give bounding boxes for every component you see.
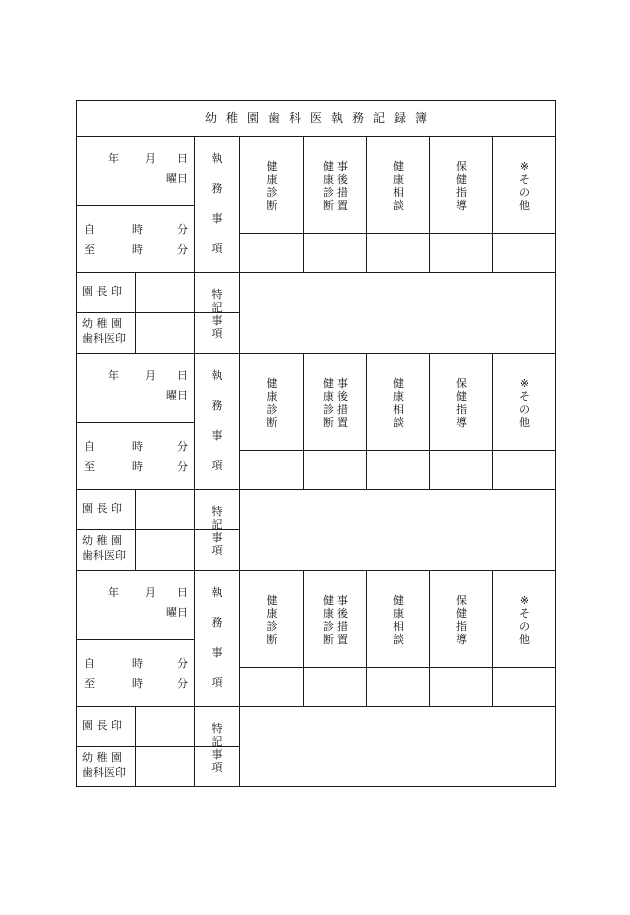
- day-label: 日: [177, 586, 188, 599]
- block-2-divider: [76, 489, 556, 490]
- duty-column-4: [456, 377, 467, 429]
- remarks-header-char: 特: [211, 722, 223, 735]
- from-label: 自: [84, 223, 95, 236]
- duty-column-3-char: 健: [393, 377, 404, 390]
- remarks-header-char: 事: [211, 531, 223, 544]
- duty-column-1-char: 診: [266, 403, 278, 416]
- duty-column-2-char: 断: [323, 633, 334, 646]
- remarks-header-char: 事: [211, 314, 223, 327]
- remarks-header-char: 事: [211, 748, 223, 761]
- remarks-header: [210, 288, 224, 340]
- remarks-header: [210, 505, 224, 557]
- duty-column-2-char: 事: [337, 594, 348, 607]
- duty-column-3: [393, 377, 404, 429]
- remarks-header-char: 特: [211, 505, 223, 518]
- duty-entry-divider: [239, 233, 556, 234]
- duty-column-3-char: 談: [393, 199, 404, 212]
- remarks-header: [210, 722, 224, 774]
- block-3-divider: [76, 706, 556, 707]
- weekday-label: 曜日: [166, 389, 188, 402]
- day-label: 日: [177, 369, 188, 382]
- duty-subcolumn-divider: [492, 353, 493, 489]
- duty-column-3-char: 康: [393, 607, 404, 620]
- duty-column-5-column: [519, 377, 530, 429]
- date-column-divider: [194, 136, 195, 353]
- duty-column-4: [456, 594, 467, 646]
- duties-header-char: 事: [211, 212, 223, 225]
- duty-column-5-char: 他: [519, 633, 530, 646]
- duty-column-4: [456, 160, 467, 212]
- form-title: 幼稚園歯科医執務記録簿: [204, 111, 436, 125]
- duty-column-5-char: 他: [519, 416, 530, 429]
- duty-column-5: [519, 160, 530, 212]
- weekday-label: 曜日: [166, 172, 188, 185]
- duties-header-char: 務: [211, 399, 223, 412]
- title-rule: [76, 136, 556, 137]
- duty-column-2-char: 康: [323, 607, 334, 620]
- from-minute-label: 分: [177, 657, 188, 670]
- to-label: 至: [84, 460, 95, 473]
- duty-column-3-char: 相: [393, 403, 404, 416]
- duties-header-char: 執: [211, 586, 223, 599]
- duty-column-3: [393, 594, 404, 646]
- duty-subcolumn-divider: [366, 353, 367, 489]
- duty-column-5-char: 他: [519, 199, 530, 212]
- duty-column-5-char: そ: [519, 173, 530, 186]
- duty-column-2-char: 措: [337, 186, 348, 199]
- duty-subcolumn-divider: [429, 570, 430, 706]
- duty-column-5-char: の: [519, 186, 530, 199]
- duty-column-3-column: [393, 160, 404, 212]
- duty-column-1-char: 断: [266, 633, 278, 646]
- to-hour-label: 時: [132, 243, 143, 256]
- duties-header-char: 事: [211, 429, 223, 442]
- duty-column-1-column: [267, 377, 278, 429]
- duty-column-2-char: 事: [337, 160, 348, 173]
- remarks-label-divider: [239, 706, 240, 787]
- duty-column-divider: [239, 136, 240, 272]
- duty-column-4-column: [456, 594, 467, 646]
- from-label: 自: [84, 440, 95, 453]
- duty-column-2-char: 診: [323, 403, 334, 416]
- duties-header: [210, 586, 224, 689]
- duty-column-2-column: [323, 594, 334, 646]
- duty-column-2-char: 後: [337, 390, 348, 403]
- duty-column-2-char: 事: [337, 377, 348, 390]
- duty-column-2-column: [323, 377, 334, 429]
- to-minute-label: 分: [177, 677, 188, 690]
- duty-column-4-column: [456, 160, 467, 212]
- duty-subcolumn-divider: [366, 136, 367, 272]
- duty-column-3-char: 相: [393, 620, 404, 633]
- duty-column-2-char: 後: [337, 607, 348, 620]
- duty-column-2-char: 健: [323, 377, 334, 390]
- to-label: 至: [84, 243, 95, 256]
- duty-subcolumn-divider: [429, 136, 430, 272]
- duty-column-1-char: 診: [266, 620, 278, 633]
- month-label: 月: [145, 369, 156, 382]
- duty-column-3-char: 談: [393, 416, 404, 429]
- duty-column-4-char: 指: [456, 186, 467, 199]
- duty-subcolumn-divider: [303, 353, 304, 489]
- duty-subcolumn-divider: [492, 136, 493, 272]
- duty-column-5-char: そ: [519, 390, 530, 403]
- duty-subcolumn-divider: [303, 570, 304, 706]
- remarks-header-char: 記: [211, 518, 223, 531]
- dentist-seal-label-line2: 歯科医印: [82, 549, 126, 562]
- duty-column-2-char: 診: [323, 186, 334, 199]
- duty-subcolumn-divider: [303, 136, 304, 272]
- duty-column-2: [323, 160, 348, 212]
- duty-column-2-char: 置: [337, 199, 348, 212]
- remarks-header-char: 特: [211, 288, 223, 301]
- duty-column-5-char: の: [519, 620, 530, 633]
- dentist-seal-label-line1: 幼 稚 園: [82, 751, 122, 764]
- duty-column-1-char: 康: [266, 173, 278, 186]
- duty-column-2-column: [337, 377, 348, 429]
- duty-column-1-char: 康: [266, 607, 278, 620]
- duty-column-divider: [239, 570, 240, 706]
- duty-column-1-char: 健: [266, 377, 278, 390]
- duty-column-1-column: [267, 160, 278, 212]
- dentist-seal-label-line2: 歯科医印: [82, 766, 126, 779]
- block-2-bottom: [76, 570, 556, 571]
- block-1-divider: [76, 272, 556, 273]
- duties-header: [210, 369, 224, 472]
- duty-subcolumn-divider: [429, 353, 430, 489]
- duty-column-4-char: 保: [456, 160, 467, 173]
- from-label: 自: [84, 657, 95, 670]
- dentist-seal-label-line2: 歯科医印: [82, 332, 126, 345]
- duty-column-1: [267, 160, 278, 212]
- record-form: [76, 100, 556, 787]
- remarks-header-char: 項: [211, 544, 223, 557]
- duties-header-char: 項: [211, 459, 223, 472]
- duty-column-3-column: [393, 594, 404, 646]
- duty-column-1-char: 康: [266, 390, 278, 403]
- year-label: 年: [108, 369, 119, 382]
- duty-subcolumn-divider: [492, 570, 493, 706]
- duties-header-char: 項: [211, 676, 223, 689]
- duty-column-1: [267, 377, 278, 429]
- duty-column-1-char: 断: [266, 416, 278, 429]
- duty-column-4-column: [456, 377, 467, 429]
- to-hour-label: 時: [132, 460, 143, 473]
- month-label: 月: [145, 586, 156, 599]
- duty-column-1-char: 健: [266, 594, 278, 607]
- year-label: 年: [108, 152, 119, 165]
- duty-column-2-char: 断: [323, 416, 334, 429]
- duties-header-char: 執: [211, 152, 223, 165]
- duty-column-2-char: 健: [323, 160, 334, 173]
- duty-column-4-char: 導: [456, 199, 467, 212]
- duty-column-1: [267, 594, 278, 646]
- duty-column-5-column: [519, 160, 530, 212]
- duty-column-2-column: [337, 160, 348, 212]
- frame-bottom: [76, 786, 556, 787]
- duty-column-2-char: 康: [323, 173, 334, 186]
- duty-column-2-char: 健: [323, 594, 334, 607]
- duty-column-3-char: 相: [393, 186, 404, 199]
- principal-seal-label: 園 長 印: [82, 285, 122, 298]
- duty-column-2-char: 措: [337, 620, 348, 633]
- to-minute-label: 分: [177, 243, 188, 256]
- date-time-divider: [76, 639, 194, 640]
- duty-entry-divider: [239, 450, 556, 451]
- date-time-divider: [76, 205, 194, 206]
- duty-column-2-char: 康: [323, 390, 334, 403]
- duty-column-3: [393, 160, 404, 212]
- day-label: 日: [177, 152, 188, 165]
- duty-column-5-char: ※: [519, 377, 530, 390]
- duty-column-1-char: 診: [266, 186, 278, 199]
- principal-seal-label: 園 長 印: [82, 719, 122, 732]
- duty-column-4-char: 指: [456, 403, 467, 416]
- duty-column-4-char: 指: [456, 620, 467, 633]
- duty-subcolumn-divider: [366, 570, 367, 706]
- duty-column-1-char: 断: [266, 199, 278, 212]
- block-1-bottom: [76, 353, 556, 354]
- duty-column-4-char: 健: [456, 607, 467, 620]
- date-column-divider: [194, 570, 195, 787]
- duty-column-3-column: [393, 377, 404, 429]
- remarks-label-divider: [239, 272, 240, 353]
- from-minute-label: 分: [177, 440, 188, 453]
- duty-column-5-column: [519, 594, 530, 646]
- remarks-header-char: 項: [211, 327, 223, 340]
- duty-column-5-char: ※: [519, 160, 530, 173]
- duty-column-2-char: 診: [323, 620, 334, 633]
- from-minute-label: 分: [177, 223, 188, 236]
- duty-column-5-char: ※: [519, 594, 530, 607]
- duty-column-4-char: 保: [456, 594, 467, 607]
- duties-header-char: 務: [211, 182, 223, 195]
- from-hour-label: 時: [132, 440, 143, 453]
- duty-column-2-column: [323, 160, 334, 212]
- duty-column-5-char: そ: [519, 607, 530, 620]
- duties-header: [210, 152, 224, 255]
- duty-column-3-char: 談: [393, 633, 404, 646]
- duty-column-2: [323, 377, 348, 429]
- duty-column-4-char: 健: [456, 390, 467, 403]
- from-hour-label: 時: [132, 657, 143, 670]
- duty-column-2: [323, 594, 348, 646]
- duty-column-3-char: 康: [393, 173, 404, 186]
- from-hour-label: 時: [132, 223, 143, 236]
- to-minute-label: 分: [177, 460, 188, 473]
- date-column-divider: [194, 353, 195, 570]
- year-label: 年: [108, 586, 119, 599]
- weekday-label: 曜日: [166, 606, 188, 619]
- duty-column-2-char: 断: [323, 199, 334, 212]
- duty-column-1-char: 健: [266, 160, 278, 173]
- frame-right: [555, 100, 556, 787]
- duty-column-3-char: 康: [393, 390, 404, 403]
- duty-column-divider: [239, 353, 240, 489]
- to-hour-label: 時: [132, 677, 143, 690]
- remarks-header-char: 記: [211, 735, 223, 748]
- frame-top: [76, 100, 556, 101]
- duty-column-2-column: [337, 594, 348, 646]
- principal-seal-label: 園 長 印: [82, 502, 122, 515]
- duty-column-4-char: 保: [456, 377, 467, 390]
- duty-column-5: [519, 377, 530, 429]
- remarks-label-divider: [239, 489, 240, 570]
- duty-column-4-char: 導: [456, 633, 467, 646]
- remarks-header-char: 項: [211, 761, 223, 774]
- duty-column-2-char: 置: [337, 416, 348, 429]
- duty-column-2-char: 後: [337, 173, 348, 186]
- duty-entry-divider: [239, 667, 556, 668]
- date-time-divider: [76, 422, 194, 423]
- duties-header-char: 事: [211, 646, 223, 659]
- frame-left: [76, 100, 77, 787]
- dentist-seal-label-line1: 幼 稚 園: [82, 534, 122, 547]
- duties-header-char: 務: [211, 616, 223, 629]
- remarks-header-char: 記: [211, 301, 223, 314]
- month-label: 月: [145, 152, 156, 165]
- duty-column-3-char: 健: [393, 594, 404, 607]
- dentist-seal-label-line1: 幼 稚 園: [82, 317, 122, 330]
- duty-column-2-char: 措: [337, 403, 348, 416]
- duty-column-2-char: 置: [337, 633, 348, 646]
- duties-header-char: 項: [211, 242, 223, 255]
- to-label: 至: [84, 677, 95, 690]
- duty-column-3-char: 健: [393, 160, 404, 173]
- duties-header-char: 執: [211, 369, 223, 382]
- duty-column-4-char: 健: [456, 173, 467, 186]
- duty-column-4-char: 導: [456, 416, 467, 429]
- duty-column-1-column: [267, 594, 278, 646]
- duty-column-5-char: の: [519, 403, 530, 416]
- duty-column-5: [519, 594, 530, 646]
